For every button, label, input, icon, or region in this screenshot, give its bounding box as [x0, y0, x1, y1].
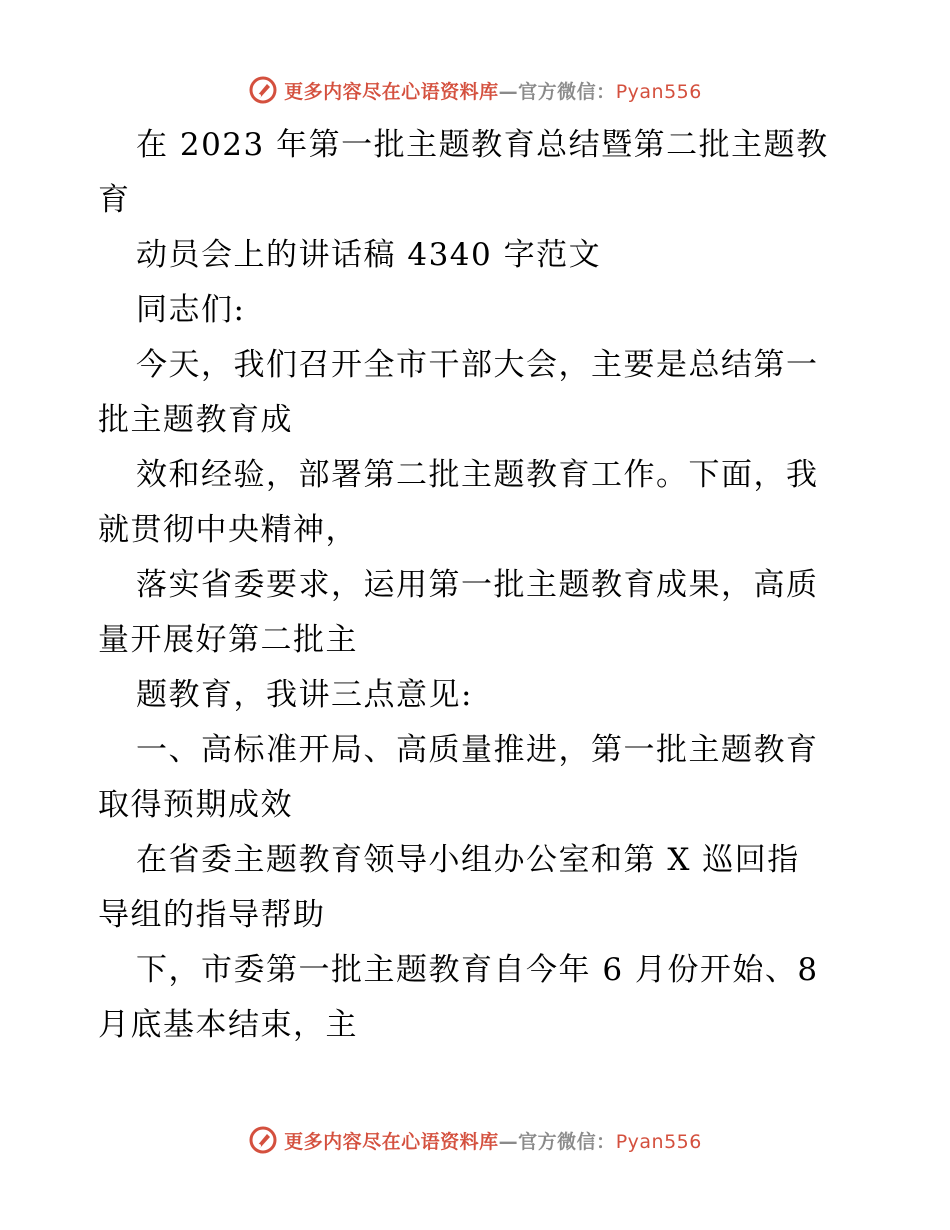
footer-banner-id: Pyan556: [615, 1130, 702, 1153]
doc-line: 在省委主题教育领导小组办公室和第 X 巡回指: [136, 842, 800, 878]
footer-banner-text: [284, 1127, 702, 1154]
pen-nib-logo-icon: [248, 1125, 278, 1155]
doc-line: 月底基本结束，主: [98, 1007, 358, 1043]
header-banner-text: [284, 77, 702, 104]
header-banner-id: Pyan556: [615, 80, 702, 103]
doc-line: 下，市委第一批主题教育自今年 6 月份开始、8: [136, 952, 819, 988]
footer-banner-sub: 官方微信：: [518, 1130, 616, 1153]
doc-line: 同志们:: [136, 292, 246, 328]
footer-banner: [0, 1120, 950, 1160]
header-banner-main: 更多内容尽在心语资料库: [284, 80, 499, 103]
doc-line: 就贯彻中央精神，: [98, 512, 358, 548]
header-banner-sep: —: [498, 80, 519, 103]
header-banner: [0, 70, 950, 110]
pen-nib-logo-icon: [248, 75, 278, 105]
doc-line: 量开展好第二批主: [98, 622, 358, 658]
doc-line: 一、高标准开局、高质量推进，第一批主题教育: [136, 732, 819, 768]
doc-line: 取得预期成效: [98, 787, 293, 823]
doc-line: 批主题教育成: [98, 402, 293, 438]
doc-line: 效和经验，部署第二批主题教育工作。下面，我: [136, 457, 819, 493]
doc-line: 在 2023 年第一批主题教育总结暨第二批主题教: [136, 127, 829, 163]
doc-line: 导组的指导帮助: [98, 897, 326, 933]
doc-line: 今天，我们召开全市干部大会，主要是总结第一: [136, 347, 819, 383]
doc-line: 落实省委要求，运用第一批主题教育成果，高质: [136, 567, 819, 603]
doc-line: 育: [98, 182, 131, 218]
document-body: [98, 118, 854, 1053]
doc-line: 题教育，我讲三点意见:: [136, 677, 473, 713]
doc-line: 动员会上的讲话稿 4340 字范文: [136, 237, 602, 273]
footer-banner-main: 更多内容尽在心语资料库: [284, 1130, 499, 1153]
footer-banner-sep: —: [498, 1130, 519, 1153]
header-banner-sub: 官方微信：: [518, 80, 616, 103]
